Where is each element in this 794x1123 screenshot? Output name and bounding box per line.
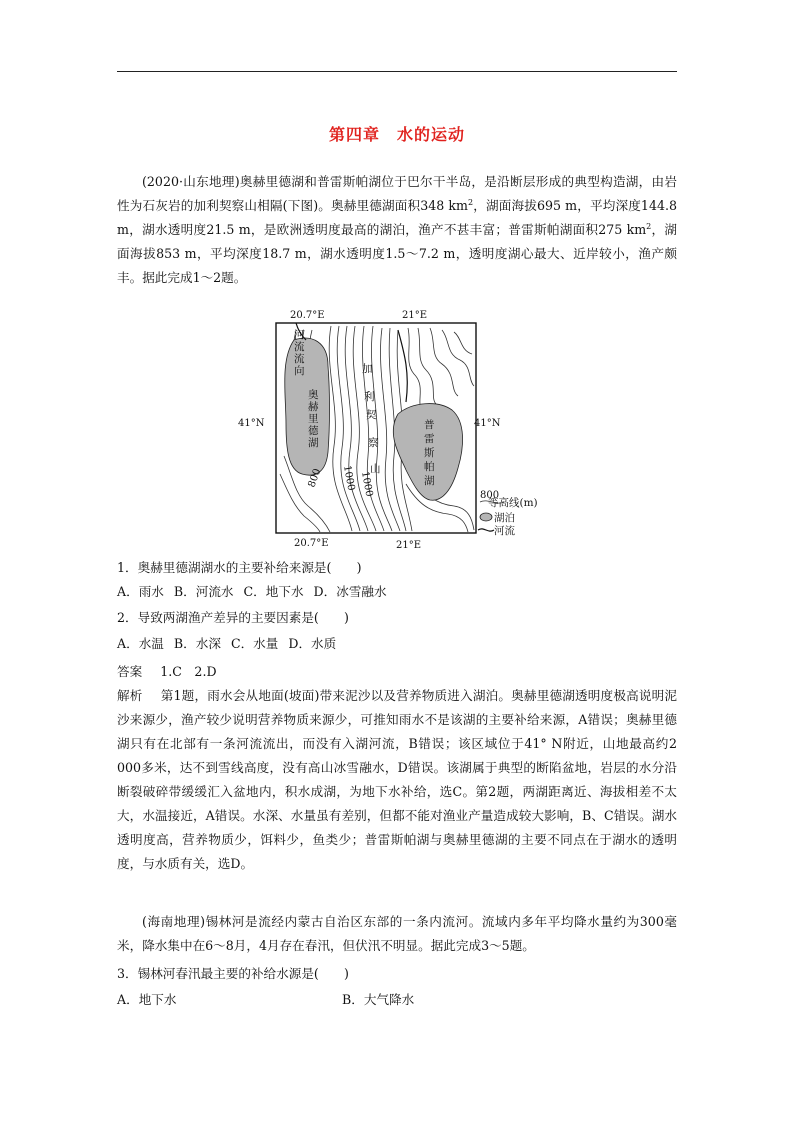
- intro1-sup: 2: [467, 197, 474, 207]
- intro1-text-c: ，湖面海拔853 m，平均深度18.7 m，湖水透明度1.5～7.2 m，透明度湖心最大、近岸较小，渔产颇丰。据此完成1～2题。: [117, 222, 677, 285]
- legend-contour-text: 等高线(m): [488, 497, 538, 509]
- lat-label-left: 41°N: [238, 418, 265, 429]
- svg-text:德: 德: [308, 425, 319, 437]
- legend-lake-text: 湖泊: [494, 512, 515, 524]
- answer-label: 答案: [117, 664, 143, 679]
- intro1-text: (2020·山东地理)奥赫里德湖和普雷斯帕湖位于巴尔干半岛，是沿断层形成的典型构造湖，由岩性为石灰岩的加利契察山相隔(下图)。奥赫里德湖面积348 km: [117, 174, 677, 213]
- q1-option-c: C．地下水: [243, 584, 304, 599]
- chapter-title: 第四章 水的运动: [328, 125, 465, 144]
- svg-text:山: 山: [370, 463, 381, 475]
- svg-text:利: 利: [364, 391, 375, 403]
- contour-label-1000-a: 1000: [341, 464, 357, 492]
- analysis-text: 第1题，雨水会从地面(坡面)带来泥沙以及营养物质进入湖泊。奥赫里德湖透明度极高说明泥沙来源少，渔产较少说明营养物质来源少，可推知雨水不是该湖的主要补给来源，A错误；奥赫里德湖只有在北部有一条河流流出，而没有入湖河流，B错误；该区域位于41° N附近，山地最高约2 000多米，达不到雪线高度，没有高山冰雪融水，D错误。该湖属于典型的断陷盆地，岩层的水分沿断裂破碎带缓缓汇入盆地内，积水成湖，为地下水补给，选C。第2题，两湖距离近、海拔相差不太大，水温接近，A错误。水深、水量虽有差别，但都不能对渔业产量造成较大影响，B、C错误。湖水透明度高，营养物质少，饵料少，鱼类少；普雷斯帕湖与奥赫里德湖的主要不同点在于湖水的透明度，与水质有关，选D。: [117, 688, 677, 871]
- question-1: 1．奥赫里德湖湖水的主要补给来源是( ): [117, 560, 362, 575]
- q3-option-b: B．大气降水: [342, 992, 415, 1007]
- svg-text:察: 察: [368, 437, 379, 449]
- svg-text:契: 契: [366, 409, 377, 421]
- intro1-sup2: 2: [646, 221, 652, 231]
- legend-river-icon: [478, 529, 494, 531]
- q2-option-b: B．水深: [173, 636, 221, 651]
- svg-text:奥: 奥: [308, 389, 319, 401]
- svg-text:流: 流: [294, 341, 305, 353]
- legend-river-text: 河流: [494, 525, 515, 537]
- q1-option-d: D．冰雪融水: [313, 584, 387, 599]
- lake-ohrid-label: [308, 388, 319, 449]
- intro1-text-b: ，湖面海拔695 m，平均深度144.8 m，湖水透明度21.5 m，是欧洲透明度最高的湖泊，渔产不甚丰富；普雷斯帕湖面积275 km: [117, 198, 677, 237]
- lon-label-left-bottom: 20.7°E: [294, 538, 329, 549]
- header-rule: [117, 71, 677, 72]
- svg-text:流: 流: [294, 353, 305, 365]
- intro-paragraph-1: [117, 170, 677, 290]
- map-legend: [478, 490, 538, 537]
- mountain-label: [362, 362, 381, 475]
- svg-text:湖: 湖: [308, 437, 319, 449]
- answer-line: [117, 660, 217, 684]
- q2-option-a: A．水温: [117, 636, 164, 651]
- svg-text:普: 普: [424, 419, 435, 431]
- question-1-options: [117, 580, 387, 604]
- svg-text:赫: 赫: [308, 401, 319, 413]
- legend-contour-value: 800: [480, 490, 500, 501]
- intro-paragraph-2: (海南地理)锡林河是流经内蒙古自治区东部的一条内流河。流域内多年平均降水量约为300毫米，降水集中在6～8月，4月存在春汛，但伏汛不明显。据此完成3～5题。: [117, 914, 677, 953]
- lon-label-right-top: 21°E: [402, 310, 428, 321]
- svg-text:雷: 雷: [424, 433, 435, 445]
- analysis-label: 解析: [117, 688, 143, 703]
- svg-text:里: 里: [308, 413, 319, 425]
- legend-lake-icon: [480, 513, 492, 521]
- svg-text:河: 河: [294, 329, 305, 341]
- contour-label-800: 800: [306, 467, 324, 490]
- contour-label-1000-b: 1000: [359, 470, 375, 498]
- svg-text:斯: 斯: [424, 447, 435, 459]
- question-2: 2．导致两湖渔产差异的主要因素是( ): [117, 610, 349, 625]
- q1-option-a: A．雨水: [117, 584, 164, 599]
- q2-option-c: C．水量: [230, 636, 279, 651]
- question-3-options: [117, 988, 414, 1012]
- analysis-paragraph: [117, 684, 677, 876]
- q3-option-a: A．地下水: [117, 992, 177, 1007]
- lake-prespa-label: [424, 418, 435, 487]
- topographic-map: [236, 306, 566, 552]
- river-flow-label: [294, 329, 305, 377]
- svg-text:湖: 湖: [424, 475, 435, 487]
- lon-label-left-top: 20.7°E: [290, 310, 325, 321]
- question-2-options: [117, 632, 336, 656]
- svg-text:帕: 帕: [424, 461, 435, 473]
- svg-text:加: 加: [362, 363, 373, 375]
- answer-text: 1.C 2.D: [160, 664, 217, 679]
- q1-option-b: B．河流水: [173, 584, 234, 599]
- lon-label-right-bottom: 21°E: [396, 540, 422, 551]
- q2-option-d: D．水质: [288, 636, 337, 651]
- svg-text:向: 向: [294, 365, 305, 377]
- lat-label-right: 41°N: [474, 418, 501, 429]
- question-3: 3．锡林河春汛最主要的补给水源是( ): [117, 966, 349, 981]
